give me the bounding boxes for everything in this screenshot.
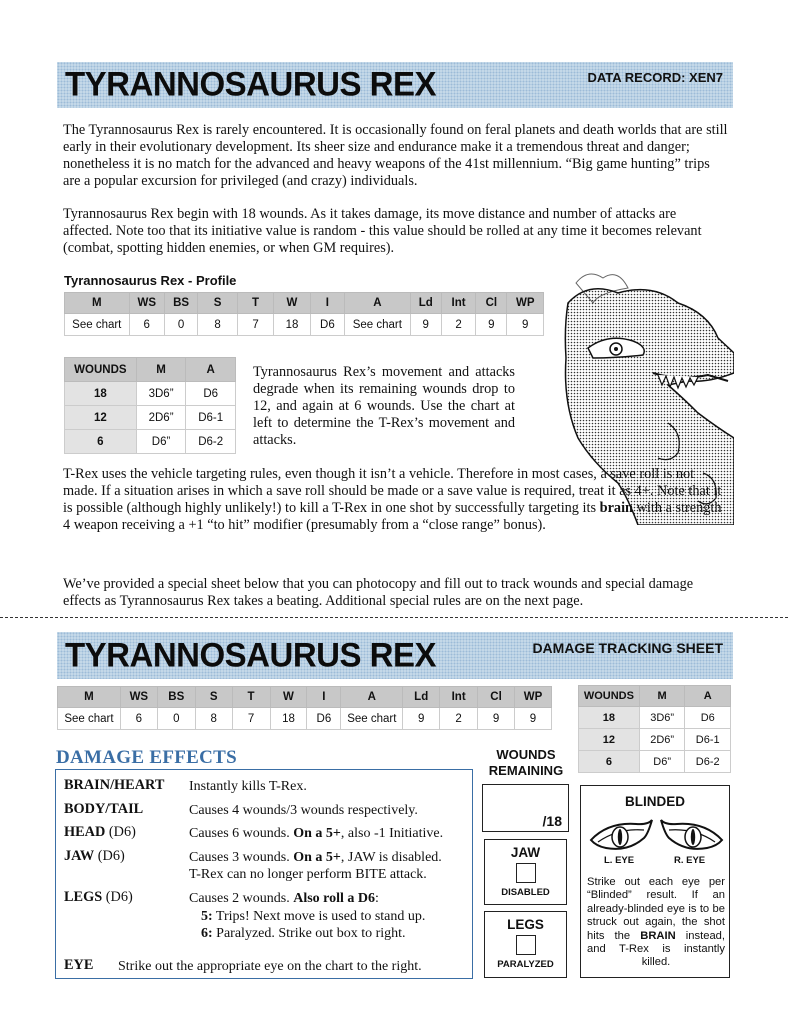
sheet-title: TYRANNOSAURUS REX (65, 635, 437, 674)
head-key (64, 824, 136, 841)
wounds-header: M (136, 358, 186, 382)
wounds-row (65, 406, 236, 430)
wounds-header-row (65, 358, 236, 382)
jaw-box-status: DISABLED (501, 887, 550, 898)
brain-heart-effect: Instantly kills T-Rex. (189, 779, 307, 794)
sheet-profile-value: 8 (195, 708, 232, 730)
jaw-key-label: JAW (64, 848, 95, 864)
page-title: TYRANNOSAURUS REX (65, 64, 437, 103)
sheet-profile-value: D6 (307, 708, 341, 730)
sheet-profile-header: S (195, 687, 232, 708)
header-banner (57, 62, 733, 108)
sheet-wounds-cell: 6 (579, 751, 640, 773)
jaw-effect-bold: On a 5+ (293, 850, 341, 865)
wounds-remaining-label (483, 747, 569, 779)
jaw-effect-line2: T-Rex can no longer perform BITE attack. (189, 867, 427, 882)
profile-header: M (65, 293, 130, 314)
sheet-profile-header-row (58, 687, 552, 708)
sheet-wounds-cell: 2D6” (639, 729, 685, 751)
sheet-profile-value: 7 (232, 708, 270, 730)
wounds-cell: 12 (65, 406, 137, 430)
legs-key (64, 889, 133, 906)
legs-box-status: PARALYZED (497, 959, 554, 970)
legs-paralyzed-checkbox[interactable] (516, 935, 536, 955)
body-tail-key: BODY/TAIL (64, 801, 144, 817)
sheet-wounds-header-row (579, 686, 731, 707)
sheet-profile-value: 6 (120, 708, 157, 730)
profile-value: 9 (476, 314, 507, 336)
sheet-wounds-header: M (639, 686, 685, 707)
profile-header: WS (129, 293, 164, 314)
sheet-wounds-cell: D6-2 (685, 751, 731, 773)
legs-effect-bold: Also roll a D6 (293, 891, 376, 906)
profile-value-row (65, 314, 544, 336)
profile-header: A (345, 293, 411, 314)
intro-paragraph-2: Tyrannosaurus Rex begin with 18 wounds. As it takes damage, its move distance and number of attacks are affected. Note too that its initiative value is random - this value should be rolled at any time it becomes relevant (combat, spotting hidden enemies, or when GM requires). (63, 206, 702, 256)
sheet-wounds-cell: D6 (685, 707, 731, 729)
blinded-description (587, 876, 725, 970)
profile-header: T (237, 293, 273, 314)
wounds-remaining-label-line2: REMAINING (488, 763, 564, 778)
profile-value: D6 (310, 314, 344, 336)
wounds-cell: 18 (65, 382, 137, 406)
sheet-subtitle: DAMAGE TRACKING SHEET (532, 640, 723, 656)
sheet-profile-header: WP (515, 687, 552, 708)
profile-value: See chart (65, 314, 130, 336)
damage-effects-heading: DAMAGE EFFECTS (56, 747, 238, 768)
legs-option-5-num: 5: (201, 909, 213, 924)
sheet-wounds-row (579, 729, 731, 751)
legs-key-label: LEGS (64, 889, 103, 905)
head-effect-text-end: , also -1 Initiative. (340, 826, 444, 841)
profile-header: I (310, 293, 344, 314)
eye-effect: Strike out the appropriate eye on the chart to the right. (118, 959, 422, 974)
left-eye-icon[interactable] (588, 818, 654, 854)
jaw-key-dice: (D6) (94, 848, 125, 864)
sheet-profile-header: BS (157, 687, 195, 708)
legs-box-title: LEGS (507, 917, 544, 932)
vehicle-rules-text: T-Rex uses the vehicle targeting rules, even though it isn’t a vehicle. Therefore in most cases, a save roll is not made. If a situation arises in which a save roll should be made or a save value is required, treat it as 4+. Note that it is possible (although highly unlikely!) to kill a T-Rex in one shot by successfully targeting its (63, 466, 722, 516)
sheet-wounds-cell: D6” (639, 751, 685, 773)
jaw-effect-text-end: , JAW is disabled. (340, 850, 442, 865)
eye-key: EYE (64, 957, 94, 973)
legs-option-5-text: Trips! Next move is used to stand up. (212, 909, 426, 924)
head-effect-text: Causes 6 wounds. (189, 826, 294, 841)
wounds-cell: 2D6” (136, 406, 186, 430)
profile-header: W (274, 293, 310, 314)
jaw-effect-text: Causes 3 wounds. (189, 850, 294, 865)
wounds-table (64, 357, 236, 454)
sheet-profile-header: W (270, 687, 307, 708)
profile-value: 9 (507, 314, 544, 336)
legs-effect-text-end: : (375, 891, 379, 906)
data-record-label: DATA RECORD: XEN7 (587, 70, 723, 85)
wounds-row (65, 430, 236, 454)
head-effect (189, 825, 443, 842)
blinded-text-end: instead, and T-Rex is instantly killed. (587, 929, 725, 969)
vehicle-rules-paragraph (63, 466, 728, 534)
sheet-profile-table (57, 686, 552, 730)
profile-value: 7 (237, 314, 273, 336)
legs-option-6-num: 6: (201, 926, 213, 941)
brain-heart-key: BRAIN/HEART (64, 777, 165, 793)
wounds-header: WOUNDS (65, 358, 137, 382)
sheet-profile-header: Int (440, 687, 478, 708)
body-tail-effect: Causes 4 wounds/3 wounds respectively. (189, 803, 418, 818)
right-eye-label: R. EYE (674, 855, 706, 866)
sheet-profile-value: 9 (403, 708, 440, 730)
sheet-wounds-row (579, 751, 731, 773)
wounds-cell: 6 (65, 430, 137, 454)
sheet-profile-value: See chart (341, 708, 403, 730)
head-key-label: HEAD (64, 824, 106, 840)
sheet-wounds-header: WOUNDS (579, 686, 640, 707)
sheet-profile-value: See chart (58, 708, 121, 730)
profile-value: 6 (129, 314, 164, 336)
sheet-wounds-cell: D6-1 (685, 729, 731, 751)
profile-value: 9 (410, 314, 441, 336)
degrade-paragraph: Tyrannosaurus Rex’s movement and attacks degrade when its remaining wounds drop to 12, and again at 6 wounds. Use the chart at left to determine the T-Rex’s movement and attacks. (253, 364, 515, 448)
jaw-key (64, 848, 125, 865)
left-eye-label: L. EYE (604, 855, 635, 866)
jaw-disabled-checkbox[interactable] (516, 863, 536, 883)
sheet-profile-header: Cl (478, 687, 515, 708)
wounds-remaining-field[interactable] (482, 784, 569, 832)
jaw-box-title: JAW (510, 845, 541, 860)
sheet-banner (57, 632, 733, 679)
head-key-dice: (D6) (105, 824, 136, 840)
jaw-effect (189, 849, 442, 883)
intro-paragraph-1: The Tyrannosaurus Rex is rarely encountered. It is occasionally found on feral planets and death worlds that are still early in their evolutionary development. Its sheer size and endurance make it a tremendous threat and danger; nonetheless it is no match for the advanced and heavy weapons of the 41st millennium. “Big game hunting” trips are a popular excursion for privileged (and crazy) individuals. (63, 122, 728, 189)
wounds-cell: 3D6” (136, 382, 186, 406)
jaw-status-box (484, 839, 567, 905)
sheet-wounds-header: A (685, 686, 731, 707)
sheet-wounds-cell: 12 (579, 729, 640, 751)
provided-sheet-paragraph: We’ve provided a special sheet below that you can photocopy and fill out to track wounds and special damage effects as Tyrannosaurus Rex takes a beating. Additional special rules are on the next page. (63, 576, 694, 609)
sheet-wounds-table (578, 685, 731, 773)
wounds-header: A (186, 358, 236, 382)
sheet-profile-header: WS (120, 687, 157, 708)
blinded-title: BLINDED (625, 794, 685, 809)
legs-option-5 (201, 908, 425, 925)
sheet-wounds-cell: 18 (579, 707, 640, 729)
sheet-profile-value: 0 (157, 708, 195, 730)
blinded-brain-keyword: BRAIN (640, 929, 676, 942)
sheet-wounds-cell: 3D6” (639, 707, 685, 729)
profile-label: Tyrannosaurus Rex - Profile (64, 273, 237, 288)
legs-effect (189, 890, 379, 907)
sheet-profile-header: M (58, 687, 121, 708)
legs-option-6-text: Paralyzed. Strike out box to right. (212, 926, 406, 941)
right-eye-icon[interactable] (659, 818, 725, 854)
wounds-row (65, 382, 236, 406)
profile-header: WP (507, 293, 544, 314)
blinded-box (580, 785, 730, 978)
profile-header: BS (164, 293, 197, 314)
wounds-cell: D6-2 (186, 430, 236, 454)
wounds-cell: D6 (186, 382, 236, 406)
legs-status-box (484, 911, 567, 978)
profile-header: S (198, 293, 238, 314)
wounds-remaining-total: /18 (542, 813, 562, 829)
wounds-cell: D6” (136, 430, 186, 454)
profile-value: 8 (198, 314, 238, 336)
sheet-profile-header: Ld (403, 687, 440, 708)
sheet-profile-value: 18 (270, 708, 307, 730)
profile-header-row (65, 293, 544, 314)
legs-effect-text: Causes 2 wounds. (189, 891, 294, 906)
profile-table (64, 292, 544, 336)
wounds-cell: D6-1 (186, 406, 236, 430)
profile-header: Cl (476, 293, 507, 314)
head-effect-bold: On a 5+ (293, 826, 341, 841)
sheet-profile-value: 9 (515, 708, 552, 730)
damage-effects-box (55, 769, 473, 979)
sheet-profile-value: 9 (478, 708, 515, 730)
sheet-profile-value-row (58, 708, 552, 730)
blinded-text: Strike out each eye per “Blinded” result. If an already-blinded eye is to be struck out again, the shot hits the (587, 876, 725, 942)
profile-value: 0 (164, 314, 197, 336)
profile-header: Int (441, 293, 475, 314)
profile-value: 2 (441, 314, 475, 336)
cut-line (0, 617, 788, 618)
profile-value: See chart (345, 314, 411, 336)
brain-keyword: brain (599, 500, 633, 516)
sheet-profile-header: I (307, 687, 341, 708)
sheet-profile-value: 2 (440, 708, 478, 730)
sheet-wounds-row (579, 707, 731, 729)
legs-option-6 (201, 925, 406, 942)
legs-key-dice: (D6) (102, 889, 133, 905)
sheet-profile-header: T (232, 687, 270, 708)
profile-header: Ld (410, 293, 441, 314)
wounds-remaining-label-line1: WOUNDS (496, 747, 556, 762)
profile-value: 18 (274, 314, 310, 336)
vehicle-rules-text-end: with a strength 4 weapon receiving a +1 “to hit” modifier (presumably from a “close range” bonus). (63, 500, 722, 533)
sheet-profile-header: A (341, 687, 403, 708)
